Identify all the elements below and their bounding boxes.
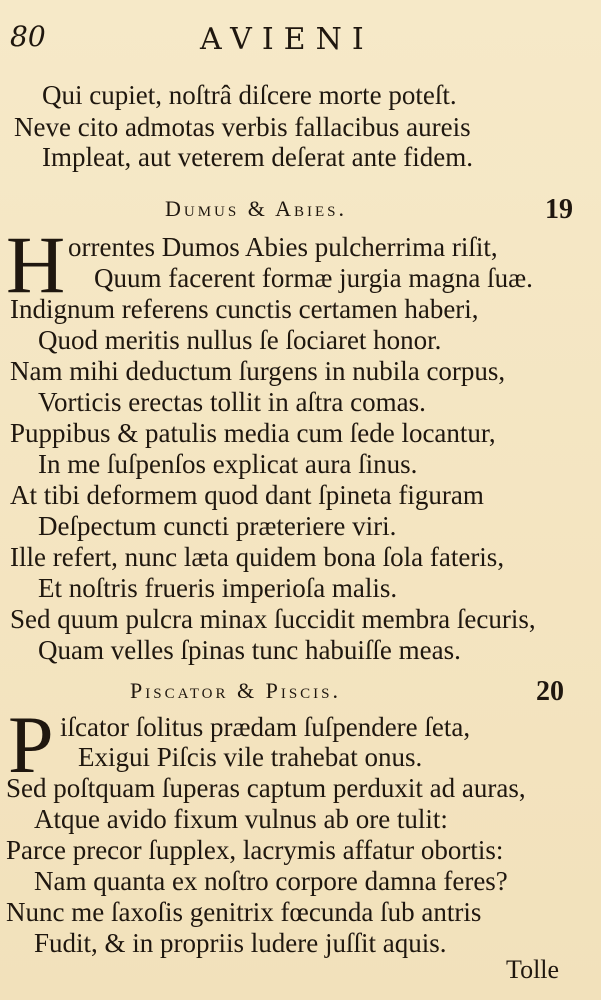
fable-19-number: 19 bbox=[545, 194, 573, 225]
fable-19-line-7: Puppibus & patulis media cum ſede locantur, bbox=[10, 418, 496, 448]
fable-19-line-3: Indignum referens cunctis certamen haberi, bbox=[10, 294, 479, 324]
catchword: Tolle bbox=[506, 955, 560, 984]
fable-19-line-10: Deſpectum cuncti præteriere viri. bbox=[38, 511, 397, 541]
fable-20-line-1: iſcator ſolitus prædam ſuſpendere ſeta, bbox=[60, 712, 471, 742]
page-number: 80 bbox=[10, 20, 46, 53]
fable-19-line-13: Sed quum pulcra minax ſuccidit membra ſecuris, bbox=[10, 604, 536, 634]
fable-20-line-7: Nunc me ſaxoſis genitrix fœcunda ſub antris bbox=[6, 897, 482, 927]
fable-20-line-3: Sed poſtquam ſuperas captum perduxit ad auras, bbox=[6, 773, 526, 803]
fable-19-line-12: Et noſtris frueris imperioſa malis. bbox=[38, 573, 398, 603]
fable-19-line-4: Quod meritis nullus ſe ſociaret honor. bbox=[38, 325, 442, 355]
intro-line-2: Neve cito admotas verbis fallacibus aureis bbox=[14, 112, 471, 142]
intro-line-1: Qui cupiet, noſtrâ diſcere morte poteſt. bbox=[42, 80, 457, 110]
fable-20-line-2: Exigui Piſcis vile trahebat onus. bbox=[78, 742, 423, 772]
fable-19-line-8: In me ſuſpenſos explicat aura ſinus. bbox=[38, 449, 418, 479]
fable-20-number: 20 bbox=[536, 676, 564, 707]
fable-19-line-9: At tibi deformem quod dant ſpineta figuram bbox=[10, 480, 484, 510]
intro-line-3: Impleat, aut veterem deſerat ante fidem. bbox=[42, 142, 474, 172]
fable-19-drop-cap: H bbox=[6, 219, 66, 310]
fable-20-title: Piscator & Piscis. bbox=[130, 678, 342, 703]
fable-19-line-1: orrentes Dumos Abies pulcherrima riſit, bbox=[68, 232, 498, 262]
fable-20-line-6: Nam quanta ex noſtro corpore damna feres? bbox=[34, 866, 508, 896]
fable-20-line-4: Atque avido fixum vulnus ab ore tulit: bbox=[34, 804, 448, 834]
fable-19-title: Dumus & Abies. bbox=[165, 196, 348, 221]
fable-19-line-14: Quam velles ſpinas tunc habuiſſe meas. bbox=[38, 635, 461, 665]
fable-20-line-5: Parce precor ſupplex, lacrymis affatur obortis: bbox=[6, 835, 504, 865]
fable-19-line-5: Nam mihi deductum ſurgens in nubila corpus, bbox=[10, 356, 506, 386]
running-title: AVIENI bbox=[200, 22, 374, 57]
fable-19-line-6: Vorticis erectas tollit in aſtra comas. bbox=[38, 387, 426, 417]
fable-19-line-11: Ille refert, nunc læta quidem bona ſola fateris, bbox=[10, 542, 505, 572]
fable-20-drop-cap: P bbox=[8, 699, 54, 790]
fable-19-line-2: Quum facerent formæ jurgia magna ſuæ. bbox=[94, 263, 533, 293]
page-header bbox=[0, 18, 601, 58]
fable-20-line-8: Fudit, & in propriis ludere juſſit aquis. bbox=[34, 928, 447, 958]
